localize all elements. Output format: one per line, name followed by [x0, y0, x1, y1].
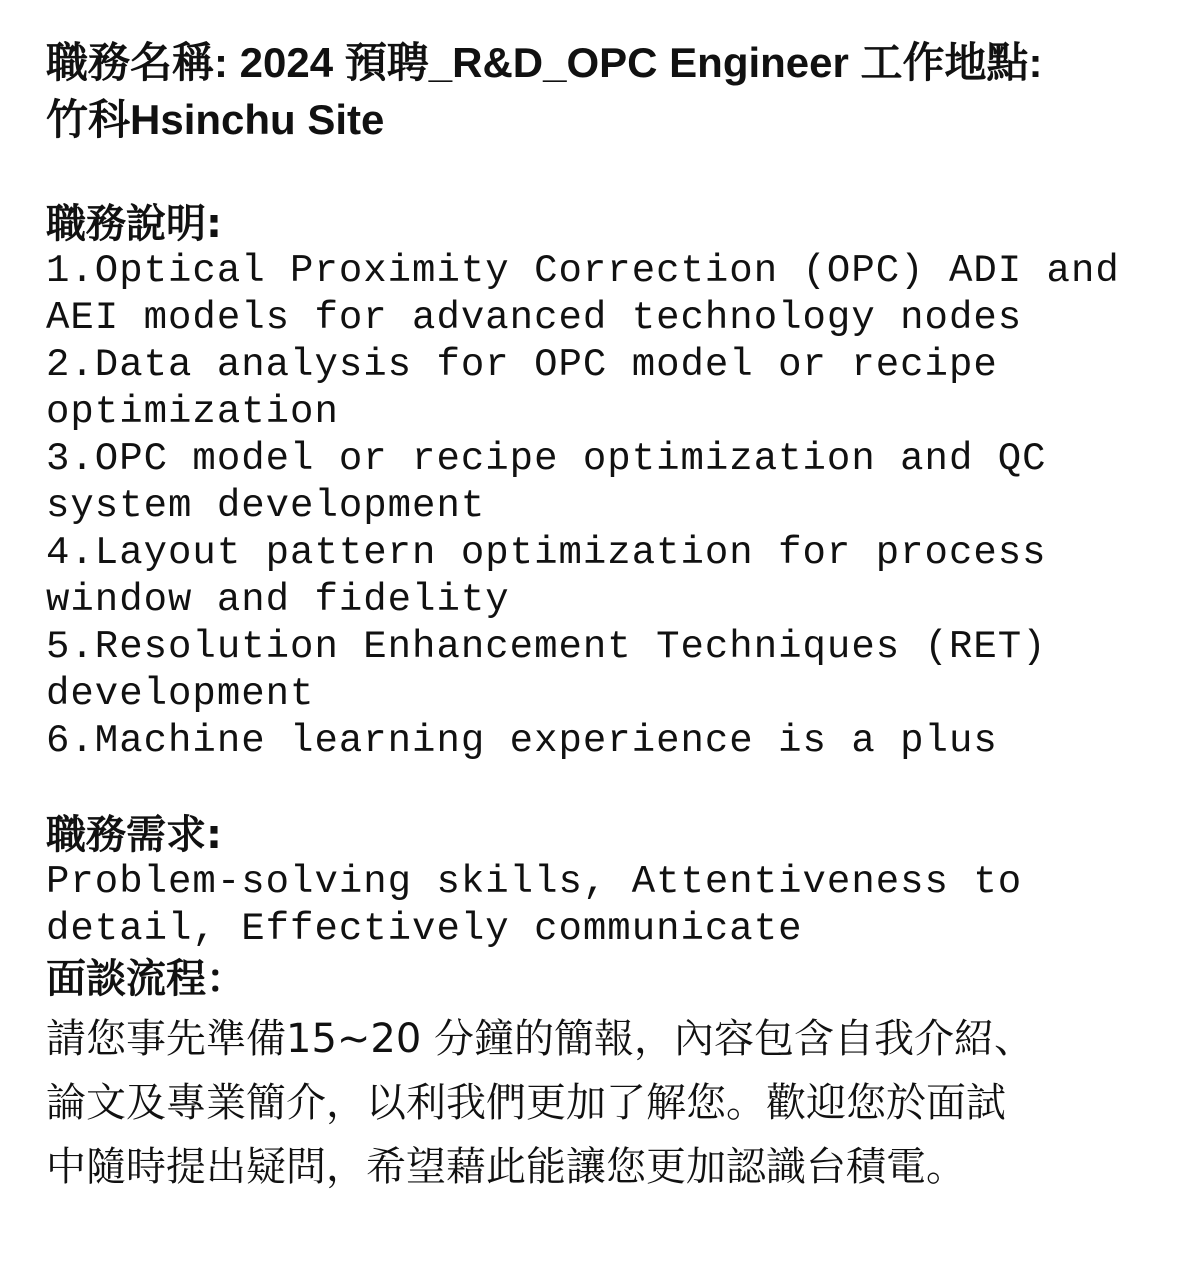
requirements-heading: 職務需求:: [46, 812, 222, 858]
description-heading: 職務說明:: [46, 201, 222, 247]
job-title-block: [46, 34, 1146, 148]
duty-item-6: 6.Machine learning experience is a plus: [46, 719, 998, 763]
interview-text-line-3: 中隨時提出疑問，希望藉此能讓您更加認識台積電。: [46, 1144, 966, 1190]
duty-list: [46, 248, 1146, 765]
interview-text-line-1: 請您事先準備15~20 分鐘的簡報，內容包含自我介紹、: [46, 1016, 1035, 1062]
duty-item-4: 4.Layout pattern optimization for process window and fidelity: [46, 531, 1071, 622]
duty-item-1: 1.Optical Proximity Correction (OPC) ADI and AEI models for advanced technology nodes: [46, 249, 1145, 340]
duty-item-3: 3.OPC model or recipe optimization and QC system development: [46, 437, 1071, 528]
duty-item-2: 2.Data analysis for OPC model or recipe optimization: [46, 343, 1023, 434]
interview-text-line-2: 論文及專業簡介，以利我們更加了解您。歡迎您於面試: [46, 1080, 1006, 1126]
interview-text: [46, 1007, 1146, 1199]
interview-heading: 面談流程：: [46, 956, 246, 1002]
job-title-line-2: 竹科Hsinchu Site: [46, 96, 385, 143]
job-posting: [46, 34, 1146, 1199]
requirements-text: Problem-solving skills, Attentiveness to detail, Effectively communicate: [46, 860, 1047, 951]
job-title-line-1: 職務名稱: 2024 預聘_R&D_OPC Engineer 工作地點:: [46, 39, 1043, 86]
duty-item-5: 5.Resolution Enhancement Techniques (RET) development: [46, 625, 1071, 716]
